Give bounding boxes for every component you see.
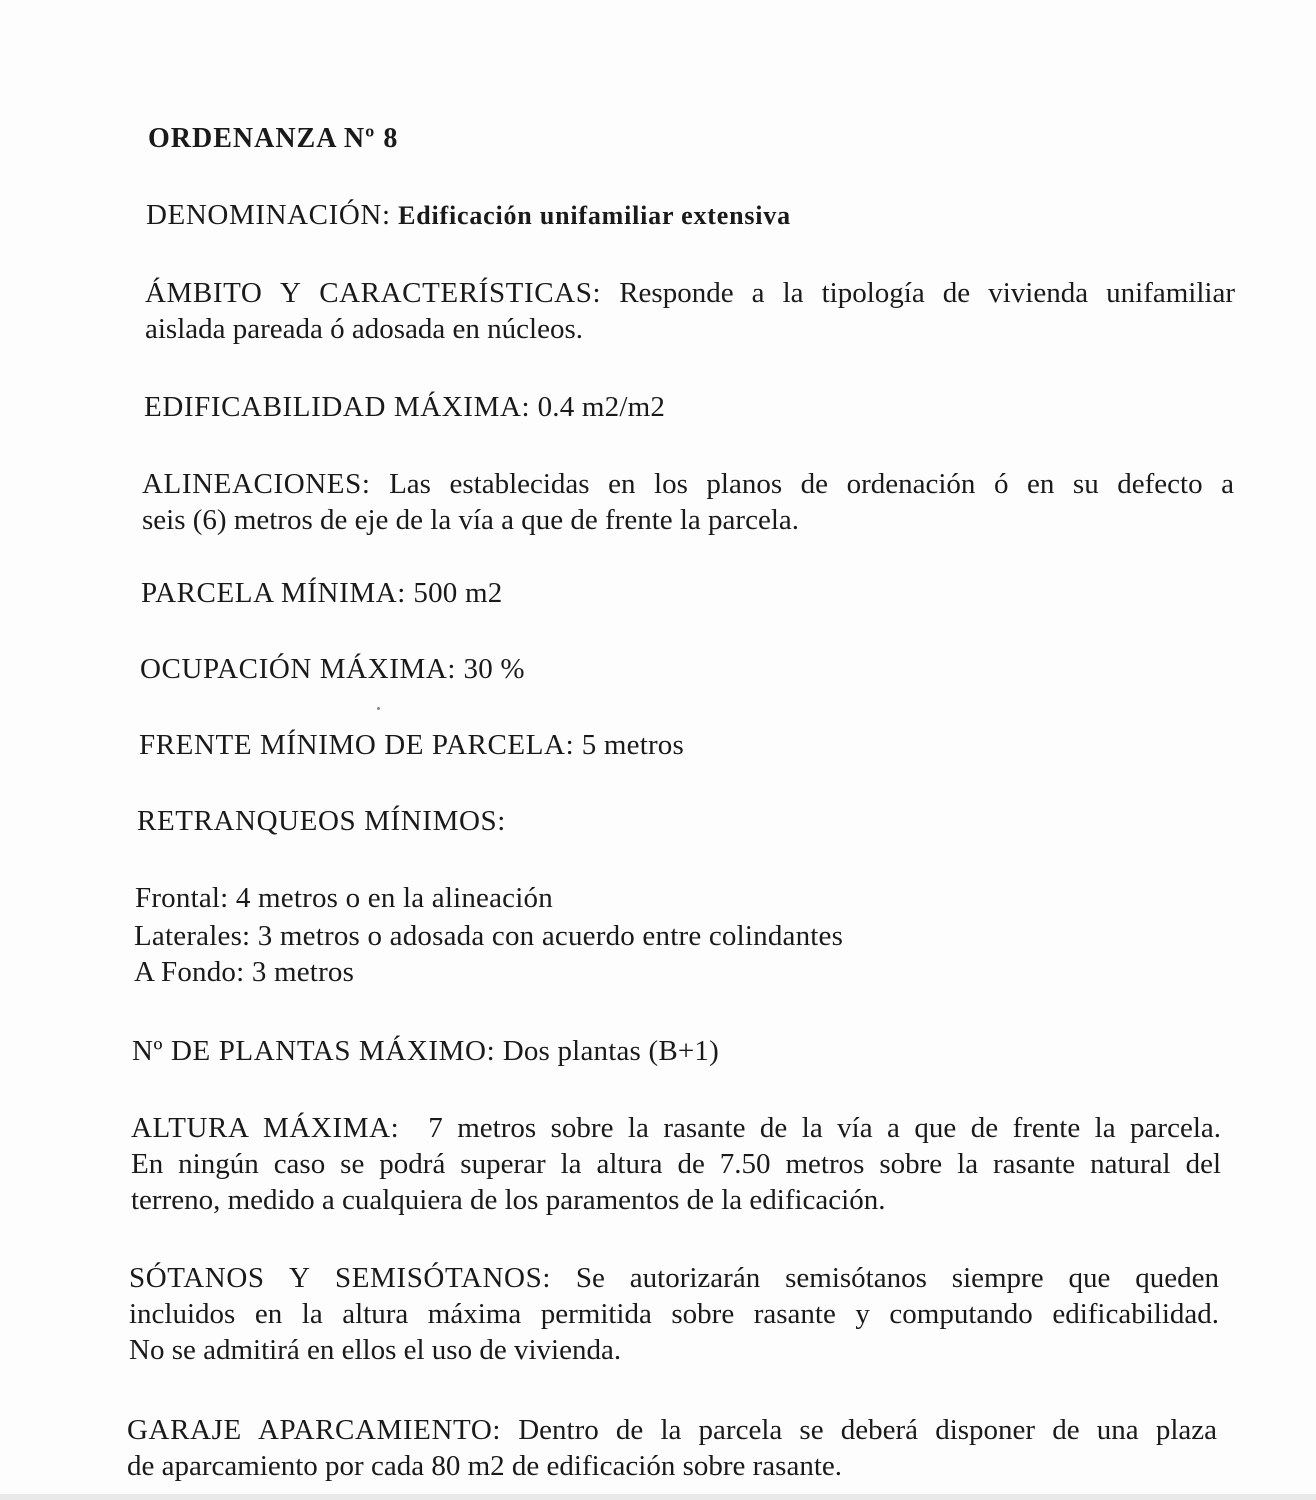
section-label: DENOMINACIÓN:	[146, 199, 391, 231]
retranqueo-item-fondo: A Fondo: 3 metros	[134, 956, 355, 988]
section-value-line-2: seis (6) metros de eje de la vía a que de frente la parcela.	[142, 504, 800, 536]
section-alineaciones	[142, 466, 1234, 538]
section-frente-minimo	[139, 728, 684, 762]
section-value: Dos plantas (B+1)	[502, 1035, 719, 1067]
section-value-line-2: aislada pareada ó adosada en núcleos.	[145, 313, 584, 345]
section-ambito	[145, 275, 1235, 347]
section-label: ALINEACIONES:	[142, 468, 371, 500]
section-line-1	[127, 1412, 1217, 1448]
section-parcela-minima	[141, 576, 502, 610]
section-label: OCUPACIÓN MÁXIMA:	[140, 653, 457, 685]
section-label: FRENTE MÍNIMO DE PARCELA:	[139, 729, 575, 761]
section-label: GARAJE APARCAMIENTO:	[127, 1414, 502, 1446]
section-line-1	[145, 275, 1235, 311]
section-retranqueos	[137, 804, 506, 838]
section-value-line-1: 7 metros sobre la rasante de la vía a que de frente la parcela.	[428, 1112, 1222, 1144]
section-value: 500 m2	[413, 577, 503, 609]
section-value-line-2: En ningún caso se podrá superar la altura de 7.50 metros sobre la rasante natural del	[131, 1148, 1221, 1180]
section-label: ALTURA MÁXIMA:	[131, 1112, 400, 1144]
section-label: SÓTANOS Y SEMISÓTANOS:	[129, 1262, 551, 1294]
section-label: Nº DE PLANTAS MÁXIMO:	[132, 1035, 496, 1067]
section-label: ÁMBITO Y CARACTERÍSTICAS:	[145, 277, 602, 309]
section-line-1	[129, 1260, 1219, 1296]
section-value-line-1: Las establecidas en los planos de ordenación ó en su defecto a	[389, 468, 1234, 500]
section-value-line-1: Se autorizarán semisótanos siempre que queden	[575, 1262, 1219, 1294]
section-sotanos	[129, 1260, 1219, 1368]
section-label: PARCELA MÍNIMA:	[141, 577, 406, 609]
section-edificabilidad	[144, 390, 665, 424]
retranqueo-item-frontal: Frontal: 4 metros o en la alineación	[135, 882, 553, 914]
section-value-line-2: incluidos en la altura máxima permitida sobre rasante y computando edificabilidad.	[129, 1298, 1219, 1330]
document-title: ORDENANZA Nº 8	[148, 123, 399, 154]
section-label: EDIFICABILIDAD MÁXIMA:	[144, 391, 531, 423]
scan-speck	[377, 707, 380, 710]
section-value: 30 %	[463, 653, 525, 685]
section-value-line-3: No se admitirá en ellos el uso de vivienda.	[129, 1334, 622, 1366]
section-garaje	[127, 1412, 1217, 1484]
section-value: 0.4 m2/m2	[537, 391, 666, 423]
section-value: Edificación unifamiliar extensiva	[398, 201, 791, 230]
section-value-line-1: Responde a la tipología de vivienda unifamiliar	[619, 277, 1235, 309]
section-ocupacion	[140, 652, 525, 686]
section-line-1	[131, 1110, 1221, 1146]
section-plantas	[132, 1034, 719, 1068]
section-value-line-3: terreno, medido a cualquiera de los paramentos de la edificación.	[131, 1184, 886, 1216]
page-bottom-edge	[0, 1494, 1316, 1500]
section-value: 5 metros	[581, 729, 684, 761]
section-label: RETRANQUEOS MÍNIMOS:	[137, 805, 506, 837]
section-altura	[131, 1110, 1221, 1218]
retranqueo-item-laterales: Laterales: 3 metros o adosada con acuerdo entre colindantes	[134, 920, 844, 952]
section-value-line-1: Dentro de la parcela se deberá disponer de una plaza	[518, 1414, 1218, 1446]
section-value-line-2: de aparcamiento por cada 80 m2 de edificación sobre rasante.	[127, 1450, 843, 1482]
section-denominacion	[146, 198, 791, 233]
section-line-1	[142, 466, 1234, 502]
